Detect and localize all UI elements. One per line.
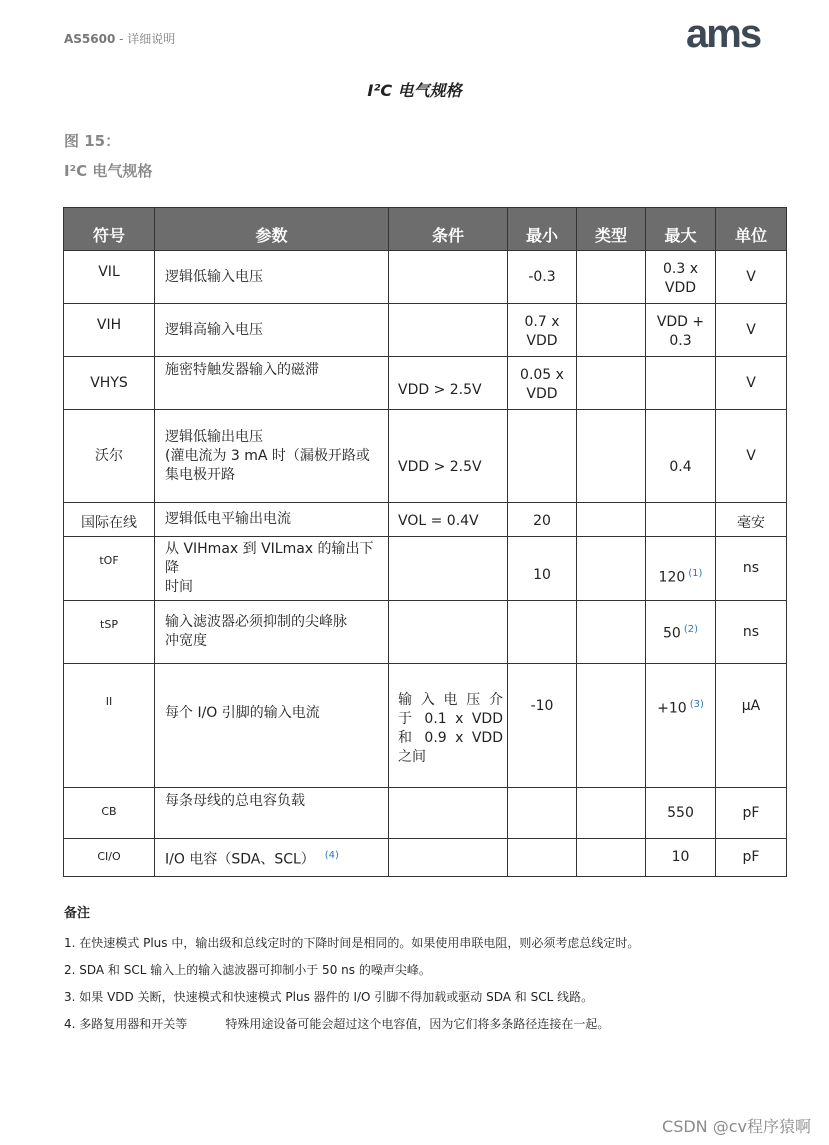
- cell-condition: VOL = 0.4V: [389, 503, 508, 537]
- param-line: 逻辑低输入电压: [165, 268, 263, 285]
- table-row: [64, 788, 787, 839]
- cell-param: [155, 601, 389, 664]
- footnote-ref[interactable]: (2): [683, 624, 698, 636]
- cell-unit: ns: [716, 537, 787, 601]
- param-line: I/O 电容（SDA、SCL）: [165, 851, 315, 868]
- table-row: [64, 839, 787, 877]
- param-line: 每个 I/O 引脚的输入电流: [165, 705, 320, 721]
- cell-unit: ns: [716, 601, 787, 664]
- cell-unit: pF: [716, 839, 787, 877]
- table-row: [64, 503, 787, 537]
- max-line: 0.3 x: [663, 261, 698, 277]
- header-separator: -: [115, 32, 128, 46]
- min-line: 10: [533, 567, 551, 583]
- header-min: 最小: [508, 208, 577, 251]
- cell-unit: V: [716, 304, 787, 357]
- table-row: [64, 537, 787, 601]
- note-item: 2. SDA 和 SCL 输入上的输入滤波器可抑制小于 50 ns 的噪声尖峰。: [64, 963, 431, 977]
- cell-max: [646, 251, 716, 304]
- cell-typ: [577, 839, 646, 877]
- cell-unit: V: [716, 251, 787, 304]
- cond-line: 和 0.9 x VDD: [398, 729, 503, 746]
- cell-condition: [389, 537, 508, 601]
- cell-typ: [577, 410, 646, 503]
- header-max: 最大: [646, 208, 716, 251]
- cell-symbol: 国际在线: [64, 503, 155, 537]
- min-line: 20: [533, 513, 551, 529]
- param-line: 集电极开路: [165, 466, 235, 483]
- figure-label: 图 15：: [64, 132, 121, 150]
- notes-title: 备注: [64, 906, 91, 921]
- cell-condition: [389, 251, 508, 304]
- max-line: 50: [663, 625, 681, 642]
- cell-unit: μA: [716, 664, 787, 788]
- cell-unit: pF: [716, 788, 787, 839]
- max-line: +10: [657, 700, 687, 717]
- cell-param: [155, 410, 389, 503]
- cell-max: [646, 601, 716, 664]
- table-row: [64, 304, 787, 357]
- cell-min: [508, 410, 577, 503]
- max-line: VDD +: [656, 314, 705, 330]
- logo-text: ams: [686, 14, 761, 52]
- min-line: VDD: [526, 386, 558, 402]
- cell-min: [508, 601, 577, 664]
- doc-header: [64, 30, 175, 47]
- header-unit: 单位: [716, 208, 787, 251]
- i2c-spec-table: [63, 207, 787, 877]
- cell-typ: [577, 357, 646, 410]
- cell-unit: 毫安: [716, 503, 787, 537]
- param-line: 从 VIHmax 到 VILmax 的输出下降: [165, 541, 374, 576]
- cell-unit: V: [716, 357, 787, 410]
- min-line: 0.05 x: [520, 367, 564, 383]
- min-line: -0.3: [528, 268, 556, 285]
- cell-min: [508, 251, 577, 304]
- cell-symbol: CI/O: [64, 839, 155, 877]
- cell-condition: VDD > 2.5V: [389, 410, 508, 503]
- cell-symbol: tSP: [64, 601, 155, 664]
- min-line: VDD: [526, 333, 558, 349]
- table-row: [64, 601, 787, 664]
- cell-min: [508, 537, 577, 601]
- param-line: 每条母线的总电容负载: [165, 793, 305, 809]
- note-item: 3. 如果 VDD 关断，快速模式和快速模式 Plus 器件的 I/O 引脚不得加载或驱动 SDA 和 SCL 线路。: [64, 990, 594, 1004]
- table-row: [64, 410, 787, 503]
- page-title: I²C 电气规格: [367, 81, 462, 100]
- watermark: CSDN @cv程序猿啊: [662, 1117, 811, 1136]
- header-symbol: 符号: [64, 208, 155, 251]
- footnote-ref[interactable]: (1): [688, 567, 703, 579]
- cell-min: [508, 839, 577, 877]
- ams-logo: [686, 14, 792, 52]
- footnote-ref[interactable]: (4): [324, 849, 339, 861]
- max-line: 0.4: [669, 458, 692, 475]
- cell-max: [646, 537, 716, 601]
- section-name: 详细说明: [127, 32, 176, 46]
- cell-condition: VDD > 2.5V: [389, 357, 508, 410]
- cell-typ: [577, 304, 646, 357]
- param-line: 逻辑高输入电压: [165, 321, 263, 338]
- note-item: 1. 在快速模式 Plus 中，输出级和总线定时的下降时间是相同的。如果使用串联电阻，则必须考虑总线定时。: [64, 936, 640, 950]
- cell-symbol: VHYS: [64, 357, 155, 410]
- cell-min: [508, 304, 577, 357]
- cell-param: [155, 304, 389, 357]
- param-line: 冲宽度: [165, 633, 207, 649]
- param-line: 逻辑低电平输出电流: [165, 511, 291, 527]
- max-line: 0.3: [669, 333, 692, 349]
- cell-symbol: VIH: [64, 304, 155, 357]
- cell-param: [155, 251, 389, 304]
- cell-typ: [577, 664, 646, 788]
- footnote-ref[interactable]: (3): [689, 698, 704, 710]
- cell-param: [155, 537, 389, 601]
- param-line: 逻辑低输出电压: [165, 428, 263, 445]
- min-line: -10: [530, 698, 554, 714]
- cell-param: [155, 788, 389, 839]
- cell-symbol: CB: [64, 788, 155, 839]
- cell-param: [155, 664, 389, 788]
- cell-condition: [389, 839, 508, 877]
- table-header-row: [64, 208, 787, 251]
- max-line: 120: [658, 569, 686, 586]
- cell-symbol: VIL: [64, 251, 155, 304]
- table-row: [64, 357, 787, 410]
- max-line: VDD: [664, 280, 697, 296]
- notes-section: [64, 902, 784, 1043]
- cell-max: [646, 503, 716, 537]
- header-parameter: 参数: [155, 208, 389, 251]
- cell-typ: [577, 601, 646, 664]
- cell-typ: [577, 503, 646, 537]
- cell-condition: [389, 304, 508, 357]
- cell-param: [155, 503, 389, 537]
- max-line: 550: [667, 804, 694, 821]
- param-line: (灌电流为 3 mA 时（漏极开路或: [165, 447, 370, 464]
- cell-symbol: II: [64, 664, 155, 788]
- cell-max: [646, 839, 716, 877]
- cell-min: [508, 664, 577, 788]
- cell-max: [646, 357, 716, 410]
- cell-condition: [389, 788, 508, 839]
- cell-param: [155, 357, 389, 410]
- cond-line: 输入电压介: [398, 691, 503, 708]
- cell-symbol: tOF: [64, 537, 155, 601]
- max-line: 10: [671, 849, 690, 865]
- cell-unit: V: [716, 410, 787, 503]
- cell-max: [646, 304, 716, 357]
- cell-condition: [389, 601, 508, 664]
- cell-param: [155, 839, 389, 877]
- cond-line: 之间: [398, 748, 426, 765]
- param-line: 施密特触发器输入的磁滞: [165, 362, 319, 378]
- cell-symbol: 沃尔: [64, 410, 155, 503]
- cell-max: [646, 410, 716, 503]
- param-line: 时间: [165, 579, 193, 595]
- cond-line: 于 0.1 x VDD: [398, 710, 503, 727]
- product-name: AS5600: [64, 32, 116, 46]
- header-typ: 类型: [577, 208, 646, 251]
- min-line: 0.7 x: [524, 314, 560, 330]
- cell-min: [508, 788, 577, 839]
- note-item: 4. 多路复用器和开关等 特殊用途设备可能会超过这个电容值，因为它们将多条路径连接在一起。: [64, 1017, 610, 1031]
- cell-typ: [577, 537, 646, 601]
- cell-condition: [389, 664, 508, 788]
- cell-min: [508, 503, 577, 537]
- table-row: [64, 664, 787, 788]
- cell-typ: [577, 788, 646, 839]
- header-condition: 条件: [389, 208, 508, 251]
- cell-min: [508, 357, 577, 410]
- cell-max: [646, 664, 716, 788]
- cell-max: [646, 788, 716, 839]
- figure-caption: I²C 电气规格: [64, 162, 153, 180]
- table-row: [64, 251, 787, 304]
- cell-typ: [577, 251, 646, 304]
- param-line: 输入滤波器必须抑制的尖峰脉: [165, 614, 347, 630]
